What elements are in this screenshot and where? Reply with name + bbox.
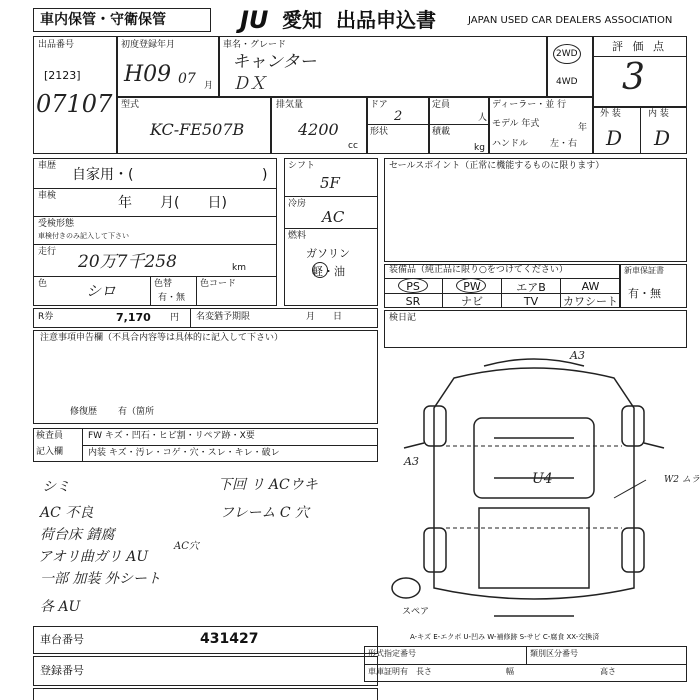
mark-front: A3 (570, 349, 585, 362)
equip-ps: PS (384, 279, 443, 294)
mark-cab: U4 (532, 471, 553, 487)
registration-label: 初度登録年月 (121, 40, 176, 50)
handwritten-notes (34, 466, 394, 620)
equip-ps-circle (398, 278, 428, 293)
repaint-value: 有・無 (158, 293, 186, 303)
deadline-label: 名変猶予期限 (196, 312, 251, 322)
spare-label: スペア (402, 607, 430, 617)
interior-label: 内 装 (648, 109, 669, 119)
exterior-score: D (606, 126, 623, 150)
score-value: 3 (622, 57, 645, 98)
notes-label: 注意事項申告欄（不具合内容等は具体的に記入して下さい） (40, 333, 284, 343)
usage-close: ) (262, 167, 268, 183)
displacement-label: 排気量 (276, 100, 304, 110)
equip-aw: AW (581, 280, 600, 293)
note-4: アオリ曲ガリ AU (38, 549, 149, 565)
model-year-label: モデル 年式 (492, 119, 540, 129)
sales-point-box (384, 158, 687, 262)
inspector-label: 検査員 (36, 431, 64, 441)
handle-options: 左・右 (550, 139, 578, 149)
inspector-row-2: 内装 キズ・汚レ・コゲ・穴・スレ・キレ・破レ (88, 448, 280, 458)
fuel-label: 燃料 (288, 231, 307, 241)
equip-leather: カワシート (563, 295, 618, 308)
remarks-box (384, 310, 687, 348)
note-5: 一部 加装 外シート (40, 571, 161, 587)
load-label: 積載 (432, 127, 451, 137)
deadline-unit: 月 日 (306, 312, 343, 322)
vehicle-damage-diagram (384, 348, 687, 638)
model-name: キャンター (232, 52, 317, 72)
4wd-label: 4WD (556, 77, 578, 87)
note-9: AC穴 (174, 541, 199, 552)
entry-label: 記入欄 (36, 447, 64, 457)
color-code-label: 色コード (200, 279, 237, 289)
mark-right: W2 ムラ (664, 475, 700, 485)
ac-value: AC (322, 208, 345, 226)
registration-year: H09 (124, 62, 172, 87)
equip-airbag: エアB (502, 279, 561, 294)
shift-value: 5F (320, 174, 340, 192)
plate-row (33, 656, 378, 686)
color-value: シロ (86, 282, 117, 300)
equip-pw-circle (456, 278, 486, 293)
mark-left: A3 (404, 455, 419, 468)
equip-navi: ナビ (443, 294, 502, 308)
remarks-label: 検日記 (389, 313, 417, 323)
inspection-label: 車検 (38, 191, 57, 201)
ac-label: 冷房 (288, 199, 307, 209)
equip-pw: PW (443, 279, 502, 294)
shift-label: シフト (288, 161, 316, 171)
form-header (240, 6, 680, 34)
damage-legend: A-キズ E-エクボ U-凹み W-補修跡 S-サビ C-腐食 XX-交換済 (410, 633, 600, 641)
note-3: 荷台床 錆腐 (40, 527, 115, 543)
form-title: 出品申込書 (336, 8, 436, 32)
doors-label: ドア (370, 100, 388, 110)
warranty-label: 新車保証書 (624, 266, 664, 275)
displacement-value: 4200 (298, 120, 339, 139)
recycle-value: 7,170 (116, 311, 151, 324)
interior-score: D (654, 126, 671, 150)
receive-label: 受検形態 (38, 219, 75, 229)
warranty-value: 有・無 (628, 287, 661, 300)
repair-value: 有（箇所 (118, 407, 155, 417)
note-2: AC 不良 (40, 505, 94, 521)
type-value: KC-FE507B (150, 120, 245, 139)
inspector-row-1: FW キズ・凹石・ヒビ割・リペア跡・X要 (88, 431, 255, 441)
registration-month: 07 (178, 71, 196, 87)
ju-logo: JU (240, 6, 269, 34)
note-8: フレーム C 穴 (220, 505, 310, 521)
displacement-unit: cc (348, 141, 358, 151)
capacity-unit: 人 (478, 113, 488, 123)
mileage-label: 走行 (38, 247, 57, 257)
category-label: 類別区分番号 (530, 649, 578, 658)
repair-label: 修復歴 (70, 407, 98, 417)
doors-value: 2 (394, 109, 403, 124)
chassis-number: 431427 (200, 631, 259, 647)
chassis-label: 車台番号 (40, 633, 84, 646)
model-grade: ＤＸ (232, 74, 266, 94)
storage-label: 車内保管・守衛保管 (40, 12, 166, 28)
equipment-label: 装備品（純正品に限り○をつけてください） (389, 265, 568, 275)
dealer-label: ディーラー・並 行 (492, 100, 567, 110)
storage-badge (33, 8, 211, 32)
equipment-row-2 (384, 293, 620, 309)
note-6: 各 AU (40, 599, 81, 615)
equip-tv: TV (502, 294, 561, 308)
bottom-strip (33, 688, 378, 700)
length-label: 車庫証明有 長さ (368, 667, 432, 676)
capacity-label: 定員 (432, 100, 451, 110)
lot-number: 07107 (36, 90, 113, 118)
note-7: 下回 リ ACウキ (218, 477, 318, 493)
fuel-gasoline: ガソリン (306, 247, 350, 260)
color-label: 色 (38, 279, 48, 289)
lot-small-number: [2123] (44, 69, 81, 82)
cert-label: 形式指定番号 (368, 649, 416, 658)
mileage-unit: km (232, 263, 246, 273)
height-label: 高さ (600, 667, 616, 676)
model-year-unit: 年 (578, 123, 588, 133)
equip-sr: SR (384, 294, 443, 308)
inspection-value: 年 月( 日) (118, 195, 227, 211)
note-1: シミ (42, 479, 70, 495)
repaint-label: 色替 (154, 279, 173, 289)
exterior-label: 外 装 (600, 109, 621, 119)
2wd-label: 2WD (556, 49, 578, 59)
shape-label: 形状 (370, 127, 389, 137)
lot-label: 出品番号 (38, 40, 75, 50)
type-label: 型式 (121, 100, 140, 110)
model-label: 車名・グレード (223, 40, 287, 50)
width-label: 幅 (506, 667, 514, 676)
usage-label: 車歴 (38, 161, 57, 171)
score-label: 評 価 点 (612, 40, 667, 53)
fuel-alt: 軽・油 (312, 265, 345, 278)
load-unit: kg (474, 143, 485, 153)
receive-note: 車検付きのみ記入して下さい (38, 232, 129, 240)
recycle-label: R券 (38, 312, 54, 322)
sales-point-label: セールスポイント（正常に機能するものに限ります） (389, 161, 605, 171)
usage-value: 自家用・( (72, 167, 134, 183)
top-grid (33, 36, 687, 154)
month-unit: 月 (204, 81, 214, 91)
brand-name: 愛知 (282, 8, 322, 32)
handle-label: ハンドル (492, 139, 529, 149)
mileage-value: 20万7千258 (78, 252, 177, 272)
plate-label: 登録番号 (40, 664, 84, 677)
association-name: JAPAN USED CAR DEALERS ASSOCIATION (468, 15, 673, 26)
recycle-unit: 円 (170, 313, 180, 323)
